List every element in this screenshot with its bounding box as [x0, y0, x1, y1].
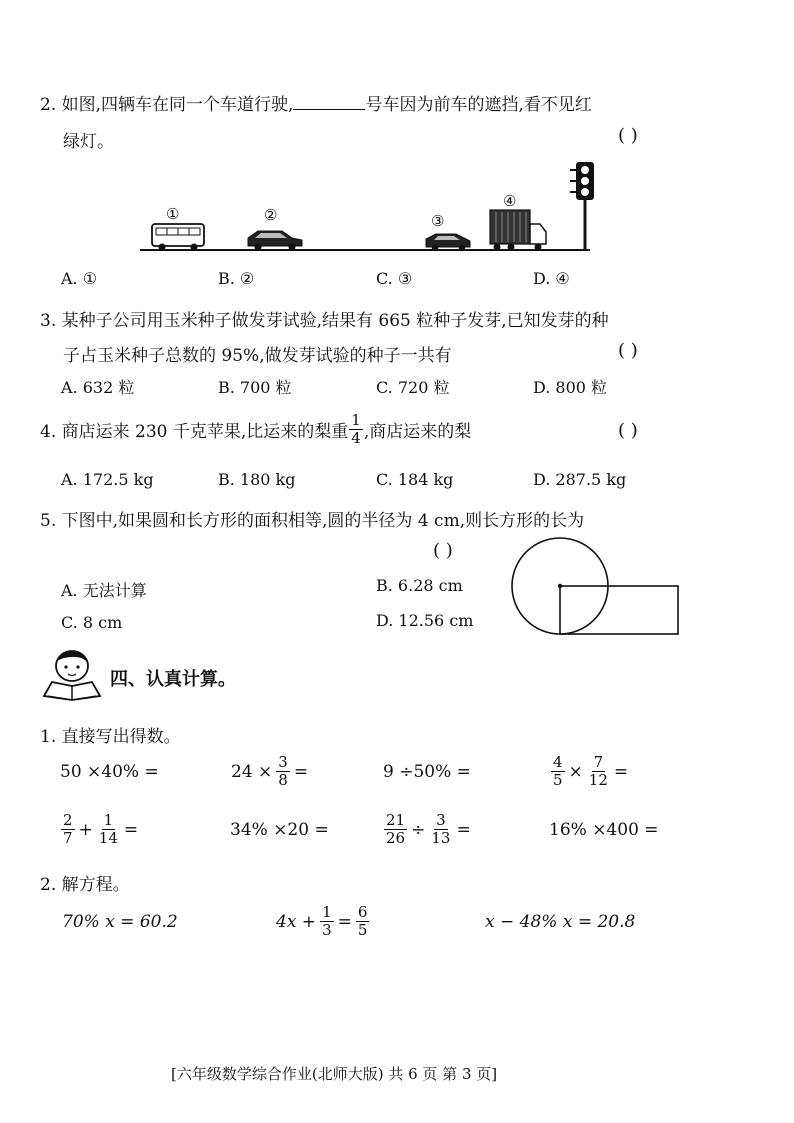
q2-answer-blank[interactable] — [293, 95, 365, 110]
q2-number: 2. — [40, 95, 57, 115]
calc1-r1-c — [383, 762, 471, 782]
frac-num: 4 — [553, 753, 563, 771]
frac-num: 3 — [278, 753, 288, 771]
calc2-eq2-pre: 4x + — [276, 911, 317, 932]
truck-icon — [490, 210, 546, 251]
q2-line2: 绿灯。 — [63, 132, 114, 152]
calc1-r2-c-frac2 — [429, 812, 452, 847]
q3-option-a[interactable]: A. 632 粒 — [61, 378, 135, 397]
q4-option-b[interactable]: B. 180 kg — [218, 470, 296, 489]
calc1-r1-b-pre: 24 × — [231, 761, 273, 782]
frac-num: 3 — [436, 811, 446, 829]
calc2-eq2-frac2 — [356, 904, 370, 939]
q4-text-a: 4. 商店运来 230 千克苹果,比运来的梨重 — [40, 422, 349, 442]
q4-text-b: ,商店运来的梨 — [363, 422, 472, 442]
q4-option-c[interactable]: C. 184 kg — [376, 470, 454, 489]
frac-num: 2 — [63, 811, 73, 829]
calc1-r1-d — [550, 754, 628, 789]
calc2-eq1 — [62, 912, 178, 932]
q2-road-figure — [130, 158, 610, 258]
calc1-r1-a — [60, 762, 159, 782]
calc2-eq3 — [485, 912, 635, 932]
q4-fraction — [349, 412, 363, 447]
calc1-r1-d-frac1 — [551, 754, 565, 789]
calc1-r1-a-text: 50 ×40% = — [60, 762, 159, 782]
q2-text-b: 号车因为前车的遮挡,看不见红 — [365, 95, 592, 115]
frac-den: 13 — [431, 829, 451, 847]
suv-icon — [426, 234, 470, 251]
calc1-r1-b-post: = — [293, 761, 309, 782]
q3-line2: 子占玉米种子总数的 95%,做发芽试验的种子一共有 — [63, 346, 452, 366]
q2-text-a: 如图,四辆车在同一个车道行驶, — [61, 95, 294, 115]
traffic-light-icon — [570, 162, 594, 250]
calc1-r2-d-text: 16% ×400 = — [549, 820, 659, 840]
q4-option-d[interactable]: D. 287.5 kg — [533, 470, 627, 489]
calc2-eq3-text: x − 48% x = 20.8 — [485, 912, 636, 932]
frac-den: 26 — [386, 829, 406, 847]
calc1-r2-a-op: + — [78, 819, 93, 840]
calc2-eq2-frac1 — [320, 904, 334, 939]
page-footer: [六年级数学综合作业(北师大版) 共 6 页 第 3 页] — [171, 1065, 498, 1083]
frac-num: 1 — [322, 903, 332, 921]
frac-num: 21 — [386, 811, 406, 829]
calc1-r2-a-frac2 — [97, 812, 120, 847]
frac-den: 7 — [63, 829, 73, 847]
calc1-r2-a-post: = — [123, 819, 139, 840]
calc1-r2-a — [60, 812, 138, 847]
calc1-r2-a-frac1 — [61, 812, 75, 847]
frac-den: 3 — [322, 921, 332, 939]
frac-den: 5 — [553, 771, 563, 789]
q2-answer-paren[interactable]: ( ) — [618, 125, 638, 146]
q4-answer-paren[interactable]: ( ) — [618, 420, 638, 441]
frac-den: 14 — [98, 829, 118, 847]
car-label-1: ① — [166, 205, 180, 223]
calc2-title: 2. 解方程。 — [40, 875, 130, 895]
calc2-eq2 — [276, 904, 370, 939]
calc1-r1-c-text: 9 ÷50% = — [383, 762, 471, 782]
car-label-3: ③ — [431, 212, 445, 230]
q4-option-a[interactable]: A. 172.5 kg — [61, 470, 154, 489]
calc1-r1-b-frac — [276, 754, 290, 789]
q5-line1: 5. 下图中,如果圆和长方形的面积相等,圆的半径为 4 cm,则长方形的长为 — [40, 511, 585, 531]
calc2-eq1-text: 70% x = 60.2 — [62, 912, 178, 932]
section4-title: 四、认真计算。 — [110, 669, 236, 690]
calc1-r2-b-text: 34% ×20 = — [230, 820, 329, 840]
q3-option-b[interactable]: B. 700 粒 — [218, 378, 292, 397]
q3-option-c[interactable]: C. 720 粒 — [376, 378, 450, 397]
q5-option-c[interactable]: C. 8 cm — [61, 613, 123, 632]
calc1-r2-c — [383, 812, 471, 847]
q2-option-d[interactable]: D. ④ — [533, 269, 570, 288]
calc1-r2-c-frac1 — [384, 812, 407, 847]
calc1-r1-b — [231, 754, 308, 789]
calc1-r1-d-frac2 — [587, 754, 610, 789]
q5-circle-rectangle-figure — [505, 533, 685, 638]
q5-option-d[interactable]: D. 12.56 cm — [376, 611, 474, 630]
frac-num: 7 — [593, 753, 604, 771]
frac-den: 12 — [588, 771, 608, 789]
q2-option-b[interactable]: B. ② — [218, 269, 255, 288]
calc1-r2-c-op: ÷ — [411, 819, 426, 840]
calc1-r1-d-op: × — [568, 761, 583, 782]
calc2-eq2-eq: = — [337, 911, 352, 932]
calc1-r2-c-post: = — [456, 819, 471, 840]
calc1-r2-b — [230, 820, 329, 840]
q2-line1 — [40, 90, 592, 115]
q4-line1 — [40, 412, 471, 447]
q5-option-b[interactable]: B. 6.28 cm — [376, 576, 463, 595]
calc1-r1-d-post: = — [613, 761, 629, 782]
q4-frac-num: 1 — [351, 411, 361, 429]
student-reading-icon — [38, 648, 110, 704]
frac-num: 6 — [357, 903, 368, 921]
q3-line1: 3. 某种子公司用玉米种子做发芽试验,结果有 665 粒种子发芽,已知发芽的种 — [40, 311, 609, 331]
car-label-2: ② — [264, 206, 278, 224]
bus-icon — [152, 224, 204, 251]
q4-frac-den: 4 — [351, 429, 361, 447]
q5-answer-paren[interactable]: ( ) — [433, 540, 453, 561]
sedan-icon — [248, 231, 302, 251]
calc1-title: 1. 直接写出得数。 — [40, 727, 181, 747]
frac-den: 5 — [357, 921, 368, 939]
q3-answer-paren[interactable]: ( ) — [618, 340, 638, 361]
frac-num: 1 — [103, 811, 114, 829]
calc1-r2-d — [549, 820, 659, 840]
q3-option-d[interactable]: D. 800 粒 — [533, 378, 608, 397]
q5-option-a[interactable]: A. 无法计算 — [61, 581, 147, 600]
q2-option-c[interactable]: C. ③ — [376, 269, 413, 288]
car-label-4: ④ — [503, 192, 517, 210]
q2-option-a[interactable]: A. ① — [61, 269, 98, 288]
frac-den: 8 — [278, 771, 288, 789]
